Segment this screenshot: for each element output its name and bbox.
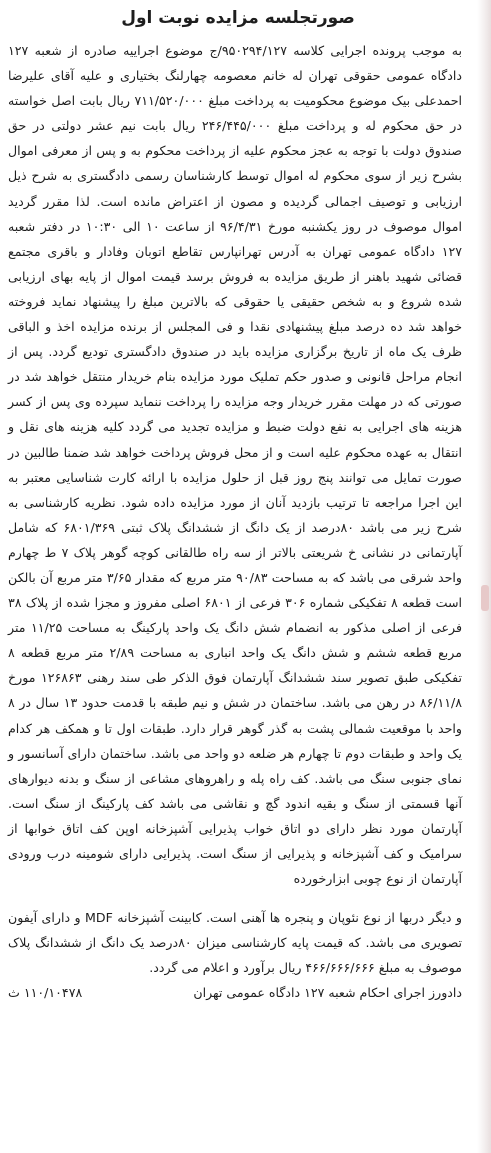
signature-text: دادورز اجرای احکام شعبه ۱۲۷ دادگاه عمومی تهران bbox=[193, 985, 462, 1001]
page-mark bbox=[481, 585, 489, 611]
auction-notice bbox=[4, 0, 472, 1153]
notice-body: به موجب پرونده اجرایی کلاسه ۹۵۰۲۹۴/۱۲۷/ج موضوع اجراییه صادره از شعبه ۱۲۷ دادگاه عمومی حقوقی تهران له خانم معصومه چهارلنگ بختیاری و علیه آقای علیرضا احمدعلی بیک موضوع محکومیت به پرداخت مبلغ ۷۱۱/۵۲۰/۰۰۰ ریال بابت اصل خواسته در حق محکوم له و پرداخت مبلغ ۲۴۶/۴۴۵/۰۰۰ ریال بابت نیم عشر دولتی در حق صندوق دولت با توجه به عجز محکوم علیه از پرداخت محکوم به و پس از معرفی اموال بشرح زیر از سوی محکوم له اموال توسط کارشناسان رسمی دادگستری به شرح ذیل ارزیابی و توصیف اجمالی گردیده و مصون از اعتراض مانده است. لذا مقرر گردید اموال موصوف در روز یکشنبه مورخ ۹۶/۴/۳۱ از ساعت ۱۰ الی ۱۰:۳۰ در دفتر شعبه ۱۲۷ دادگاه عمومی تهران به آدرس تهرانپارس تقاطع اتوبان وفادار و باقری مجتمع قضائی شهید باهنر از طریق مزایده به فروش برسد قیمت اموال از پایه بهای ارزیابی شده شروع و به شخص حقیقی یا حقوقی که بالاترین مبلغ را پیشنهاد نماید فروخته خواهد شد ده درصد مبلغ پیشنهادی نقدا و فی المجلس از برنده مزایده اخذ و الباقی ظرف یک ماه از تاریخ برگزاری مزایده باید در صندوق دادگستری تودیع گردد. پس از انجام مراحل قانونی و صدور حکم تملیک مورد مزایده بنام خریدار منتقل خواهد شد در صورتی که در مهلت مقرر خریدار وجه مزایده را پرداخت ننماید سپرده وی پس از کسر هزینه های اجرایی به نفع دولت ضبط و مزایده تجدید می گردد کلیه هزینه های نقل و انتقال به عهده محکوم علیه است و از محل فروش پرداخت خواهد شد ضمنا طالبین در صورت تمایل می توانند پنج روز قبل از حلول مزایده با ارائه کارت شناسایی معتبر به این اجرا مراجعه تا ترتیب بازدید آنان از مورد مزایده داده شود. نظریه کارشناسی به شرح زیر می باشد ۸۰درصد از یک دانگ از ششدانگ پلاک ثبتی ۶۸۰۱/۳۶۹ که شامل آپارتمانی در نشانی خ شریعتی بالاتر از سه راه طالقانی کوچه گوهر پلاک ۷ ط چهارم واحد شرقی می باشد که به مساحت ۹۰/۸۳ متر مربع که مقدار ۳/۶۵ متر مربع آن بالکن است قطعه ۸ تفکیکی شماره ۳۰۶ فرعی از ۶۸۰۱ اصلی مفروز و مجزا شده از پلاک ۳۸ فرعی از اصلی مذکور به انضمام شش دانگ یک واحد پارکینگ به مساحت ۱۱/۲۵ متر مربع قطعه ششم و شش دانگ یک واحد انباری به مساحت ۲/۸۹ متر مربع قطعه ۸ تفکیکی طبق تصویر سند ششدانگ آپارتمان فوق الذکر طی سند رهنی ۱۲۶۸۶۳ مورخ ۸۶/۱۱/۸ در رهن می باشد. ساختمان در شش و نیم طبقه با قدمت حدود ۱۳ سال در ۸ واحد با موقعیت شمالی پشت به گذر گوهر قرار دارد. طبقات اول تا و همکف هر کدام یک واحد و طبقات دوم تا چهارم هر ضلعه دو واحد می باشد. ساختمان دارای آسانسور و نمای جنوبی سنگ می باشد. کف راه پله و راهروهای مشاعی از سنگ و بدنه دیوارهای آنها قسمتی از سنگ و بقیه اندود گچ و نقاشی می باشد کف پارکینگ از سنگ است. آپارتمان مورد نظر دارای دو اتاق خواب پذیرایی آشپزخانه اوپن کف اتاق خوابها از سرامیک و کف آشپزخانه و پذیرایی از سنگ است. پذیرایی دارای شومینه درب ورودی آپارتمان از نوع چوبی ابزارخورده bbox=[8, 43, 463, 887]
notice-footer: و دیگر دربها از نوع نئوپان و پنجره ها آهنی است. کابینت آشپزخانه MDF و دارای آیفون تصویری می باشد. که قیمت پایه کارشناسی میزان ۸۰درصد یک دانگ از ششدانگ پلاک موصوف به مبلغ ۴۶۶/۶۶۶/۶۶۶ ریال برآورد و اعلام می گردد. bbox=[8, 910, 463, 976]
page-edge bbox=[477, 0, 491, 1153]
signature-line bbox=[8, 980, 462, 1005]
notice-title: صورتجلسه مزایده نوبت اول bbox=[121, 8, 355, 28]
notice-code: ۱۱۰/۱۰۴۷۸ ث bbox=[8, 985, 83, 1001]
